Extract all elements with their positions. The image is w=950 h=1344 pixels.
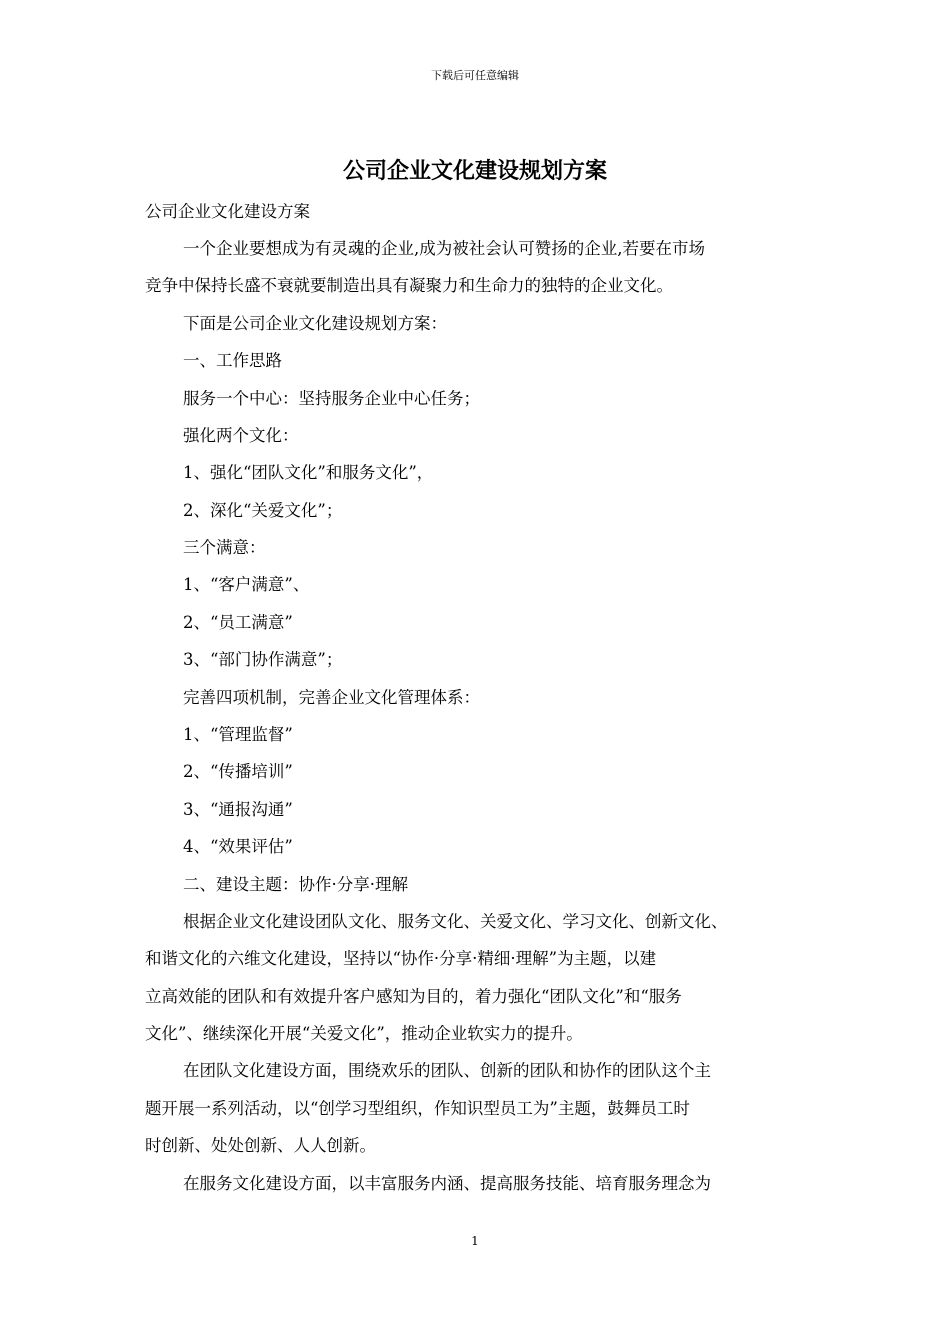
list-item: 1、强化“团队文化”和服务文化”， <box>183 463 434 482</box>
header-note: 下载后可任意编辑 <box>431 69 519 82</box>
paragraph-line: 文化”、继续深化开展“关爱文化”，推动企业软实力的提升。 <box>145 1024 583 1043</box>
paragraph-line: 立高效能的团队和有效提升客户感知为目的，着力强化“团队文化”和“服务 <box>145 987 682 1006</box>
paragraph-line: 完善四项机制，完善企业文化管理体系： <box>183 688 480 707</box>
list-item: 2、“员工满意” <box>183 613 293 632</box>
paragraph-line: 竞争中保持长盛不衰就要制造出具有凝聚力和生命力的独特的企业文化。 <box>145 276 673 295</box>
page-number: 1 <box>471 1234 479 1248</box>
paragraph-line: 和谐文化的六维文化建设，坚持以“协作·分享·精细·理解”为主题，以建 <box>145 949 657 968</box>
section-heading: 一、工作思路 <box>183 351 282 370</box>
paragraph-line: 时创新、处处创新、人人创新。 <box>145 1136 376 1155</box>
subtitle-line: 公司企业文化建设方案 <box>145 202 310 221</box>
paragraph-line: 下面是公司企业文化建设规划方案： <box>183 314 447 333</box>
paragraph-line: 一个企业要想成为有灵魂的企业,成为被社会认可赞扬的企业,若要在市场 <box>183 239 705 258</box>
paragraph-line: 在团队文化建设方面，围绕欢乐的团队、创新的团队和协作的团队这个主 <box>183 1061 711 1080</box>
paragraph-line: 三个满意： <box>183 538 266 557</box>
paragraph-line: 强化两个文化： <box>183 426 299 445</box>
list-item: 1、“管理监督” <box>183 725 293 744</box>
list-item: 2、“传播培训” <box>183 762 293 781</box>
section-heading: 二、建设主题：协作·分享·理解 <box>183 875 408 894</box>
list-item: 4、“效果评估” <box>183 837 293 856</box>
list-item: 3、“部门协作满意”； <box>183 650 343 669</box>
list-item: 1、“客户满意”、 <box>183 575 310 594</box>
paragraph-line: 根据企业文化建设团队文化、服务文化、关爱文化、学习文化、创新文化、 <box>183 912 728 931</box>
paragraph-line: 在服务文化建设方面，以丰富服务内涵、提高服务技能、培育服务理念为 <box>183 1174 711 1193</box>
paragraph-line: 服务一个中心：坚持服务企业中心任务； <box>183 389 480 408</box>
list-item: 2、深化“关爱文化”； <box>183 501 343 520</box>
list-item: 3、“通报沟通” <box>183 800 293 819</box>
document-title: 公司企业文化建设规划方案 <box>342 158 607 184</box>
paragraph-line: 题开展一系列活动，以“创学习型组织，作知识型员工为”主题，鼓舞员工时 <box>145 1099 690 1118</box>
